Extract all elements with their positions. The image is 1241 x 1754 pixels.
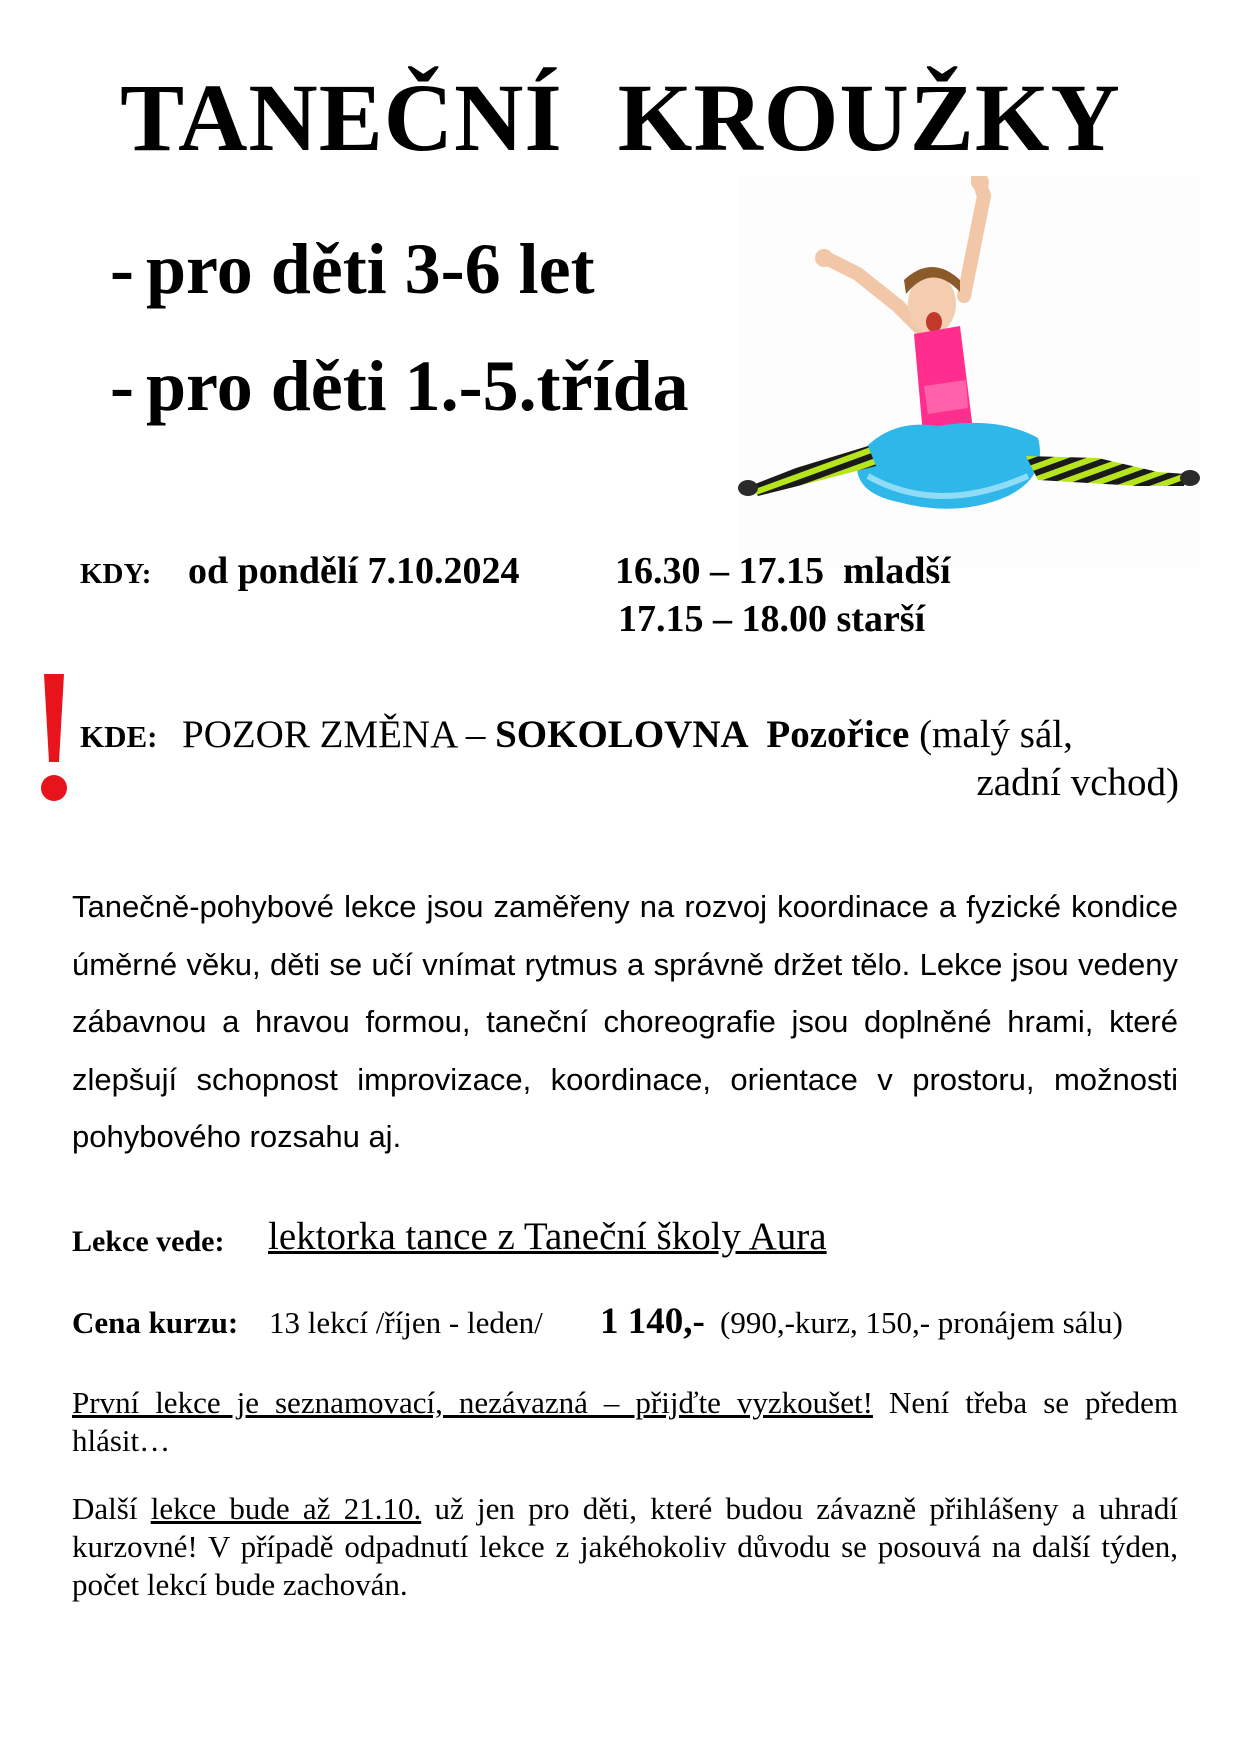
course-description: Tanečně-pohybové lekce jsou zaměřeny na rozvoj koordinace a fyzické kondice úměrné věku, děti se učí vnímat rytmus a správně držet tělo. Lekce jsou vedeny zábavnou a hravou formou, taneční choreografie jsou doplněné hrami, které zlepšují schopnost improvizace, koordinace, orientace v prostoru, možnosti pohybového rozsahu aj. (72, 889, 1178, 1154)
registration-date: lekce bude až 21.10. (150, 1491, 422, 1526)
exclamation-icon (40, 674, 68, 804)
price-breakdown: (990,-kurz, 150,- pronájem sálu) (720, 1305, 1123, 1340)
location-line (182, 712, 1073, 757)
location-detail-continued: zadní vchod) (976, 761, 1179, 804)
lesson-count: 13 lekcí /říjen - leden/ (269, 1305, 543, 1340)
venue-name: SOKOLOVNA (495, 713, 749, 756)
first-lesson-highlight: První lekce je seznamovací, nezávazná – přijďte vyzkoušet! (72, 1385, 873, 1420)
change-notice: POZOR ZMĚNA – (182, 713, 486, 756)
first-lesson-rest: Není třeba se předem hlásit… (72, 1385, 1178, 1458)
bullet-dash: - (110, 229, 134, 309)
price-label: Cena kurzu: (72, 1305, 239, 1340)
location-detail: (malý sál, (919, 713, 1073, 756)
registration-intro: Další (72, 1491, 151, 1526)
start-date: od pondělí 7.10.2024 (188, 550, 520, 592)
instructor-value: lektorka tance z Taneční školy Aura (268, 1215, 827, 1258)
time-slot-older: 17.15 – 18.00 starší (618, 598, 926, 640)
time-slot-younger: 16.30 – 17.15 mladší (615, 550, 951, 592)
grade-group-text: pro děti 1.-5.třída (146, 346, 689, 426)
grade-group-bullet (110, 345, 689, 428)
page-title: TANEČNÍ KROUŽKY (120, 64, 1121, 171)
where-label: KDE: (80, 719, 158, 754)
town-name: Pozořice (766, 713, 910, 756)
registration-note (72, 1490, 1178, 1604)
bullet-dash: - (110, 346, 134, 426)
age-group-bullet (110, 228, 595, 311)
price-amount: 1 140,- (600, 1301, 705, 1342)
when-label: KDY: (80, 558, 152, 590)
dancing-girl-image (738, 176, 1200, 568)
registration-rest: už jen pro děti, které budou závazně přihlášeny a uhradí kurzovné! V případě odpadnutí lekce z jakéhokoliv důvodu se posouvá na další týden, počet lekcí bude zachován. (72, 1491, 1179, 1602)
first-lesson-note (72, 1384, 1178, 1460)
instructor-label: Lekce vede: (72, 1225, 225, 1258)
age-group-text: pro děti 3-6 let (146, 229, 595, 309)
